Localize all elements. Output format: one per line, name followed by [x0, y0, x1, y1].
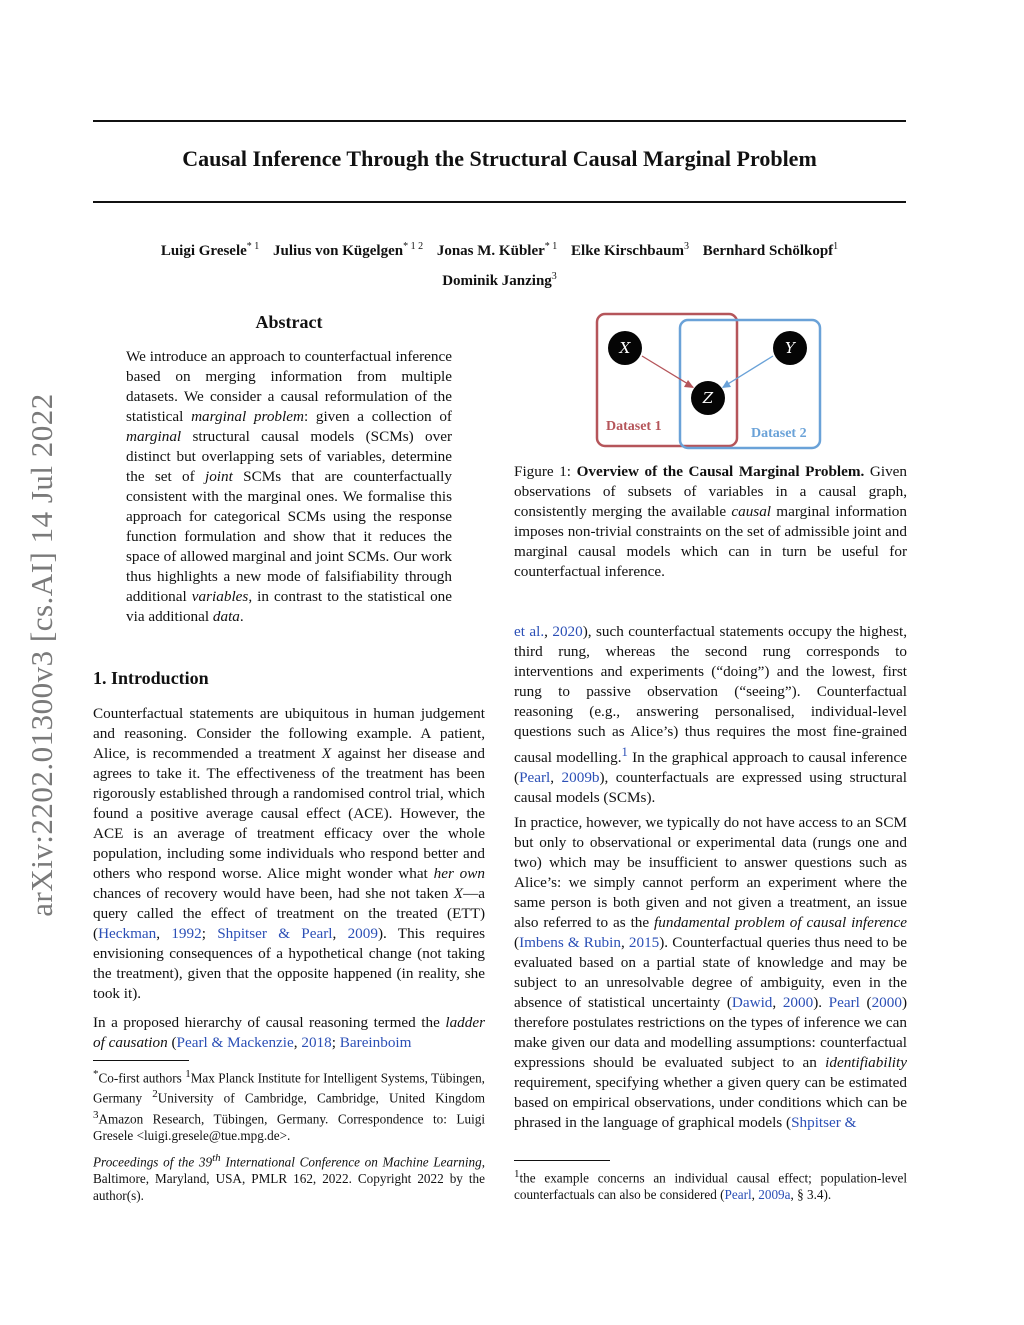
- author: Bernhard Schölkopf$^1$: [702, 241, 839, 259]
- author: Dominik Janzing$^3$: [442, 271, 557, 289]
- title-rule-bottom: [93, 201, 906, 203]
- right-paragraph-2: In practice, however, we typically do not have access to an SCM but only to observational or experimental data (rungs one and two) which may be insufficient to answer questions such as Alice’s: we simply cannot perform an experiment where the same person is both given and not given a treatment, an issue also referred to as the fundamental problem of causal inference (Imbens & Rubin, 2015). Counterfactual queries thus need to be evaluated based on a partial state of knowledge and may be subject to an unresolvable degree of ambiguity, even in the absence of statistical uncertainty (Dawid, 2000). Pearl (2000) therefore postulates restrictions on the types of inference we can make given our data and modelling assumptions: counterfactual expressions should be evaluated subject to an identifiability requirement, specifying whether a given query can be estimated based on empirical observations, under conditions which can be phrased in the language of graphical models (Shpitser &: [514, 814, 908, 1131]
- dataset2-label: Dataset 2: [751, 426, 807, 441]
- citation-link[interactable]: et al.: [514, 623, 545, 640]
- citation-link[interactable]: 2009b: [561, 769, 600, 787]
- title-rule-top: [93, 120, 906, 122]
- citation-link[interactable]: Pearl & Mackenzie: [176, 1034, 294, 1051]
- intro-paragraph-2: In a proposed hierarchy of causal reasoning termed the ladder of causation (Pearl & Mackenzie, 2018; Bareinboim: [93, 1014, 485, 1051]
- citation-link[interactable]: 1992: [171, 925, 202, 942]
- node-x-label: X: [619, 339, 631, 357]
- citation-link[interactable]: Heckman: [98, 925, 157, 942]
- figure-caption: Figure 1: Overview of the Causal Marginal Problem. Given observations of subsets of variables in a causal graph, consistently merging the available causal marginal information imposes non-trivial constraints on the set of admissible joint and marginal causal models which can in turn be useful for counterfactual inference.: [514, 463, 907, 580]
- citation-link[interactable]: 2000: [782, 994, 814, 1011]
- footnote-rule: [514, 1160, 610, 1161]
- affiliations-footnote: *Co-first authors $^1$Max Planck Institute for Intelligent Systems, Tübingen, Germany $^2$University of Cambridge, Cambridge, United Kingdom $^3$Amazon Research, Tübingen, Germany. Correspondence to: Luigi Gresele <luigi.gresele@tue.mpg.de>.: [93, 1068, 485, 1144]
- footnote-rule: [93, 1060, 189, 1061]
- author-list: [93, 234, 906, 294]
- abstract-text: We introduce an approach to counterfactual inference based on merging information from multiple datasets. We consider a causal reformulation of the statistical marginal problem: given a collection of marginal structural causal models (SCMs) over distinct but overlapping sets of variables, determine the set of joint SCMs that are counterfactually consistent with the marginal ones. We formalise this approach for categorical SCMs using the response function formulation and show that it reduces the space of allowed marginal and joint SCMs. Our work thus highlights a new mode of falsifiability through additional variables, in contrast to the statistical one via additional data.: [126, 348, 452, 625]
- author: Jonas M. Kübler$^{* 1}$: [436, 241, 558, 259]
- paper-title: Causal Inference Through the Structural Causal Marginal Problem: [182, 146, 817, 171]
- citation-link[interactable]: Imbens & Rubin: [519, 934, 621, 951]
- abstract-heading: Abstract: [255, 312, 323, 332]
- node-y-label: Y: [785, 339, 795, 357]
- citation-link[interactable]: 2009: [347, 925, 378, 942]
- citation-link[interactable]: Bareinboim: [339, 1034, 412, 1051]
- causal-graph-figure: [590, 312, 830, 452]
- section-heading-introduction: 1. Introduction: [93, 668, 209, 688]
- dataset1-label: Dataset 1: [606, 419, 662, 434]
- citation-link[interactable]: 2018: [301, 1034, 332, 1051]
- arrowhead-x-to-z: [684, 380, 694, 388]
- citation-link[interactable]: Dawid: [731, 994, 773, 1011]
- edge-x-to-z: [642, 356, 693, 387]
- edge-y-to-z: [723, 356, 773, 387]
- footnote-1: $^1$the example concerns an individual causal effect; population-level counterfactuals can also be considered (Pearl, 2009a, § 3.4).: [514, 1168, 907, 1203]
- citation-link[interactable]: Shpitser &: [791, 1114, 857, 1131]
- node-z-label: Z: [702, 389, 714, 407]
- arxiv-identifier: arXiv:2202.01300v3 [cs.AI] 14 Jul 2022: [24, 393, 59, 917]
- arrowhead-y-to-z: [722, 380, 731, 388]
- citation-link[interactable]: 2020: [552, 623, 583, 640]
- author: Luigi Gresele$^{* 1}$: [160, 241, 260, 259]
- proceedings-note: Proceedings of the 39th International Conference on Machine Learning, Baltimore, Maryland, USA, PMLR 162, 2022. Copyright 2022 by the author(s).: [93, 1152, 485, 1204]
- citation-link[interactable]: 2000: [871, 994, 902, 1011]
- citation-link[interactable]: 2009a: [758, 1187, 791, 1203]
- author: Julius von Kügelgen$^{* 1 2}$: [273, 241, 424, 259]
- citation-link[interactable]: Pearl: [828, 994, 860, 1011]
- citation-link[interactable]: Pearl: [519, 769, 551, 787]
- citation-link[interactable]: 2015: [628, 934, 660, 951]
- author: Elke Kirschbaum$^3$: [571, 241, 689, 259]
- citation-link[interactable]: Shpitser & Pearl: [217, 925, 333, 942]
- intro-paragraph-1: Counterfactual statements are ubiquitous in human judgement and reasoning. Consider the following example. A patient, Alice, is recommended a treatment X against her disease and agrees to take it. The effectiveness of the treatment has been rigorously established through a randomised control trial, which found a positive average causal effect (ACE). However, the ACE is an average of treatment efficacy over the whole population, including some individuals who respond better and others who respond worse. Alice might wonder what her own chances of recovery would have been, had she not taken X—a query called the effect of treatment on the treated (ETT) (Heckman, 1992; Shpitser & Pearl, 2009). This requires envisioning consequences of a hypothetical change (not taking the treatment), given that the opposite happened (in reality, she took it).: [93, 705, 485, 1002]
- citation-link[interactable]: Pearl: [724, 1187, 752, 1203]
- right-paragraph-1: et al., 2020), such counterfactual statements occupy the highest, third rung, whereas the second rung corresponds to interventions and experiments (“doing”) and the lowest, first rung to passive observation (“seeing”). Counterfactual reasoning (e.g., answering personalised, individual-level questions such as Alice’s) thus requires the most fine-grained causal modelling.$^1$ In the graphical approach to causal inference (Pearl, 2009b), counterfactuals are expressed using structural causal models (SCMs).: [514, 623, 908, 807]
- footnote-ref[interactable]: 1: [621, 745, 628, 759]
